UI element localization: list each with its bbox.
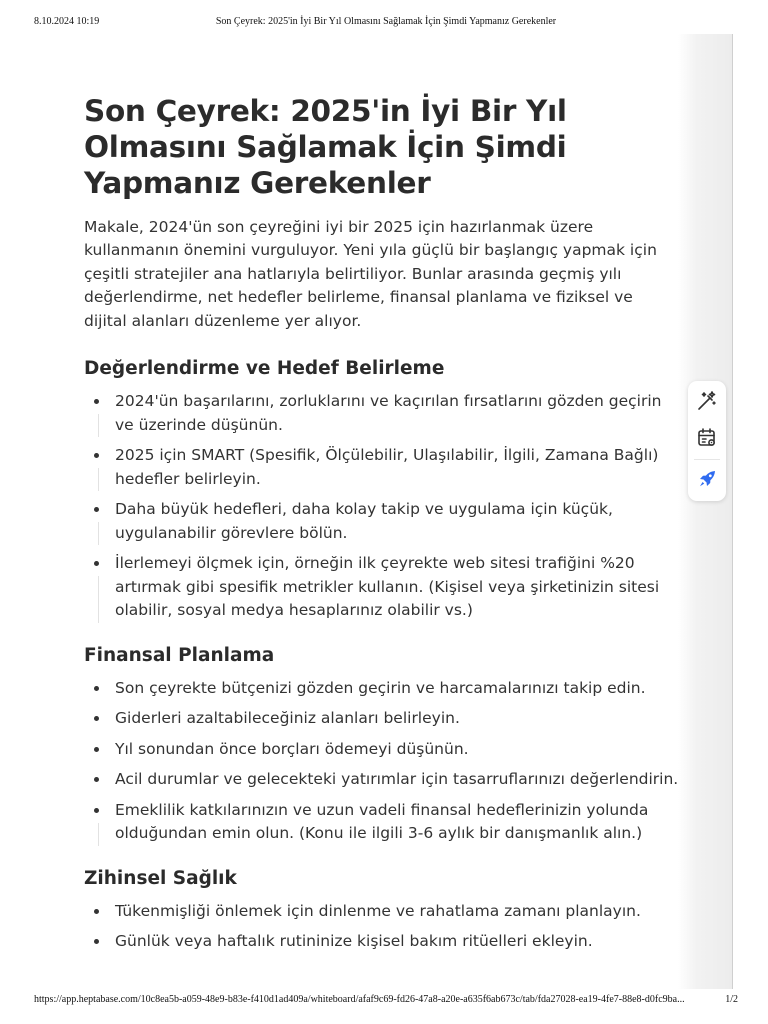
- article-summary: Makale, 2024'ün son çeyreğini iyi bir 2025 için hazırlanmak üzere kullanmanın önemini vurguluyor. Yeni yıla güçlü bir başlangıç yapmak için çeşitli stratejiler ana hatlarıyla belirtiliyor. Bunlar arasında geçmiş yılı değerlendirme, net hedefler belirleme, finansal planlama ve fiziksel ve dijital alanları düzenleme yer alıyor.: [84, 217, 657, 330]
- bullet-list: [84, 900, 680, 954]
- bullet-list: [84, 677, 680, 846]
- list-item-text: 2024'ün başarılarını, zorluklarını ve kaçırılan fırsatlarını gözden geçirin ve üzerinde düşünün.: [115, 392, 662, 434]
- bullet-dot: [94, 686, 99, 691]
- list-item-text: Emeklilik katkılarınızın ve uzun vadeli finansal hedeflerinizin yolunda olduğundan emin olun. (Konu ile ilgili 3-6 aylık bir danışmanlık alın.): [115, 800, 649, 843]
- list-item: [84, 738, 680, 762]
- print-date: 8.10.2024 10:19: [34, 16, 100, 27]
- list-item: [84, 768, 680, 792]
- list-item: [84, 900, 680, 924]
- list-item: [84, 444, 680, 491]
- list-item-text: İlerlemeyi ölçmek için, örneğin ilk çeyrekte web sitesi trafiğini %20 artırmak gibi spesifik metrikler kullanın. (Kişisel veya şirketinizin sitesi olabilir, sosyal medya hesaplarınız olabilir vs.): [115, 554, 660, 620]
- list-item: [84, 799, 680, 846]
- page-number: 1/2: [725, 994, 738, 1005]
- page-title: Son Çeyrek: 2025'in İyi Bir Yıl Olmasını Sağlamak İçin Şimdi Yapmanız Gerekenler: [84, 94, 567, 200]
- bullet-dot: [94, 939, 99, 944]
- list-item: [84, 498, 680, 545]
- list-item-text: Son çeyrekte bütçenizi gözden geçirin ve harcamalarınızı takip edin.: [115, 678, 646, 697]
- bullet-dot: [94, 453, 99, 458]
- list-item-text: Yıl sonundan önce borçları ödemeyi düşünün.: [115, 739, 469, 758]
- print-url: https://app.heptabase.com/10c8ea5b-a059-48e9-b83e-f410d1ad409a/whiteboard/afaf9c69-fd26-47a8-a20e-a635f6ab673c/tab/fda27028-ea19-4fe7-88e8-d0fc9ba...: [34, 994, 685, 1005]
- bullet-dot: [94, 747, 99, 752]
- calendar-settings-icon: [695, 426, 719, 450]
- list-item-text: 2025 için SMART (Spesifik, Ölçülebilir, Ulaşılabilir, İlgili, Zamana Bağlı) hedefler belirleyin.: [115, 446, 659, 488]
- list-item: [84, 930, 680, 954]
- bullet-dot: [94, 399, 99, 404]
- list-item-text: Tükenmişliği önlemek için dinlenme ve rahatlama zamanı planlayın.: [115, 901, 641, 920]
- list-item-text: Daha büyük hedefleri, daha kolay takip ve uygulama için küçük, uygulanabilir görevlere bölün.: [115, 500, 613, 542]
- calendar-settings-button[interactable]: [695, 426, 719, 450]
- bullet-dot: [94, 561, 99, 566]
- right-gutter: [678, 34, 733, 989]
- section-heading: Zihinsel Sağlık: [84, 867, 237, 889]
- bullet-dot: [94, 507, 99, 512]
- section-heading: Değerlendirme ve Hedef Belirleme: [84, 358, 445, 380]
- list-item: [84, 707, 680, 731]
- rocket-button[interactable]: [695, 467, 719, 491]
- bullet-dot: [94, 808, 99, 813]
- list-item: [84, 677, 680, 701]
- bullet-dot: [94, 716, 99, 721]
- magic-wand-icon: [695, 389, 719, 413]
- scrollbar-edge: [732, 34, 733, 989]
- list-item-text: Günlük veya haftalık rutininize kişisel bakım ritüelleri ekleyin.: [115, 932, 593, 951]
- list-item-text: Giderleri azaltabileceğiniz alanları belirleyin.: [115, 709, 460, 728]
- list-item-text: Acil durumlar ve gelecekteki yatırımlar için tasarruflarınızı değerlendirin.: [115, 770, 679, 789]
- toolbar-divider: [694, 459, 720, 460]
- list-item: [84, 552, 680, 623]
- rocket-icon: [695, 467, 719, 491]
- magic-wand-button[interactable]: [695, 389, 719, 413]
- section-heading: Finansal Planlama: [84, 644, 275, 666]
- print-title: Son Çeyrek: 2025'in İyi Bir Yıl Olmasını Sağlamak İçin Şimdi Yapmanız Gerekenler: [215, 16, 557, 27]
- print-footer: [34, 994, 738, 1008]
- bullet-dot: [94, 777, 99, 782]
- print-header: [34, 16, 738, 30]
- bullet-list: [84, 390, 680, 623]
- side-toolbar: [688, 381, 726, 501]
- list-item: [84, 390, 680, 437]
- bullet-dot: [94, 909, 99, 914]
- article: [84, 94, 680, 961]
